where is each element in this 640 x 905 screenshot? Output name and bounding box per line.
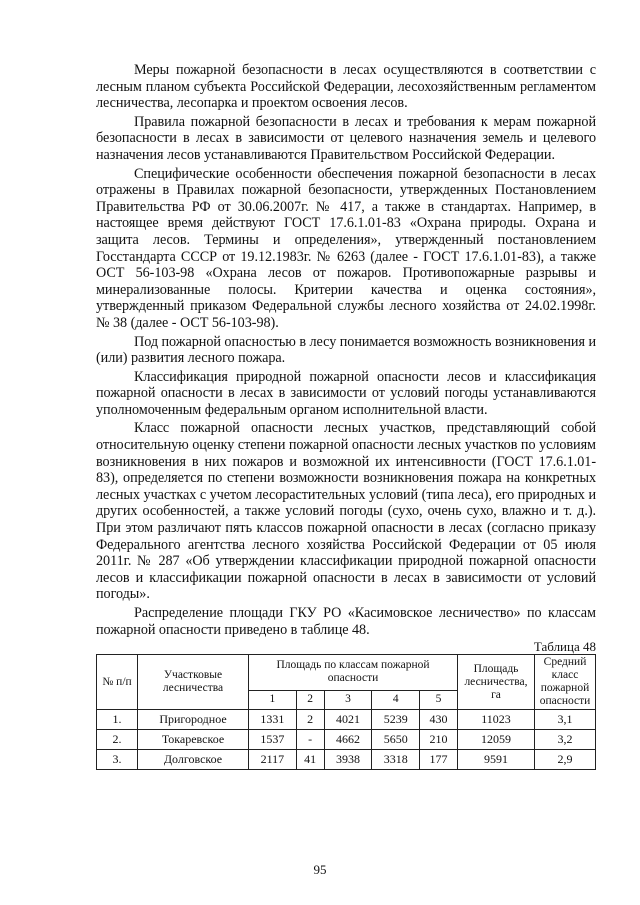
cell-class-2: 2 [296,710,324,730]
table-caption: Таблица 48 [533,639,596,655]
fire-danger-table [96,654,596,770]
table-row [97,730,596,750]
cell-num: 1. [97,710,138,730]
paragraph-table-intro: Распределение площади ГКУ РО «Касимовское лесничество» по классам пожарной опасности приведено в таблице 48. [96,605,596,638]
header-forestry: Участковые лесничества [138,655,249,710]
page-number: 95 [313,862,327,877]
paragraph-classification: Классификация природной пожарной опасности лесов и классификация пожарной опасности в лесах в зависимости от условий погоды устанавливаются уполномоченным федеральным органом исполнительной власти. [96,368,596,418]
header-class-1: 1 [249,690,297,710]
cell-total: 12059 [458,730,535,750]
cell-class-5: 177 [420,750,458,770]
table-header-row [97,655,596,690]
document-page [96,62,596,770]
header-class-4: 4 [372,690,420,710]
header-num: № п/п [97,655,138,710]
cell-class-5: 210 [420,730,458,750]
cell-num: 3. [97,750,138,770]
header-total-area: Площадь лесничества, га [458,655,535,710]
table-row [97,750,596,770]
cell-total: 9591 [458,750,535,770]
cell-avg: 3,2 [535,730,596,750]
table-row [97,710,596,730]
header-class-5: 5 [420,690,458,710]
cell-class-2: 41 [296,750,324,770]
cell-avg: 3,1 [535,710,596,730]
cell-class-3: 3938 [324,750,372,770]
cell-total: 11023 [458,710,535,730]
header-class-3: 3 [324,690,372,710]
cell-class-4: 3318 [372,750,420,770]
paragraph-fire-danger-class: Класс пожарной опасности лесных участков, представляющий собой относительную оценку степени пожарной опасности лесных участков по условиям возникновения в них пожаров и возможной их интенсивности (ГОСТ 17.6.1.01-83), определяется по степени возможности возникновения пожара на конкретных лесных участках с учетом лесорастительных условий (типа леса), его природных и других особенностей, а также условий погоды (сухо, очень сухо, влажно и т. д.). При этом различают пять классов пожарной опасности в лесах (согласно приказу Федерального агентства лесного хозяйства Российской Федерации от 05 июля 2011г. № 287 «Об утверждении классификации природной пожарной опасности лесов и классификации пожарной опасности в лесах в зависимости от условий погоды». [96,420,596,603]
cell-avg: 2,9 [535,750,596,770]
cell-class-1: 1537 [249,730,297,750]
cell-num: 2. [97,730,138,750]
paragraph-fire-safety-rules: Правила пожарной безопасности в лесах и требования к мерам пожарной безопасности в лесах в зависимости от целевого назначения земель и целевого назначения лесов устанавливаются Правительством Российской Федерации. [96,113,596,163]
paragraph-fire-danger-definition: Под пожарной опасностью в лесу понимается возможность возникновения и (или) развития лесного пожара. [96,333,596,367]
header-avg-class: Средний класс пожарной опасности [535,655,596,710]
header-class-2: 2 [296,690,324,710]
paragraph-fire-safety-measures: Меры пожарной безопасности в лесах осуществляются в соответствии с лесным планом субъекта Российской Федерации, лесохозяйственным регламентом лесничества, лесопарка и проектом освоения лесов. [96,62,596,112]
paragraph-specific-features: Специфические особенности обеспечения пожарной безопасности в лесах отражены в Правилах пожарной безопасности, утвержденных Постановлением Правительства РФ от 30.06.2007г. № 417, а также в стандартах. Например, в настоящее время действуют ГОСТ 17.6.1.01-83 «Охрана природы. Охрана и защита лесов. Термины и определения», утвержденный постановлением Госстандарта СССР от 19.12.1983г. № 6263 (далее - ГОСТ 17.6.1.01-83), а также ОСТ 56-103-98 «Охрана лесов от пожаров. Противопожарные разрывы и минерализованные полосы. Критерии качества и оценка состояния», утвержденный приказом Федеральной службы лесного хозяйства от 24.02.1998г. № 38 (далее - ОСТ 56-103-98). [96,165,596,331]
cell-class-1: 1331 [249,710,297,730]
cell-class-3: 4021 [324,710,372,730]
cell-class-4: 5239 [372,710,420,730]
cell-name: Токаревское [138,730,249,750]
header-area-by-class: Площадь по классам пожарной опасности [249,655,458,690]
cell-class-5: 430 [420,710,458,730]
cell-name: Пригородное [138,710,249,730]
cell-class-3: 4662 [324,730,372,750]
cell-class-2: - [296,730,324,750]
cell-name: Долговское [138,750,249,770]
cell-class-4: 5650 [372,730,420,750]
cell-class-1: 2117 [249,750,297,770]
